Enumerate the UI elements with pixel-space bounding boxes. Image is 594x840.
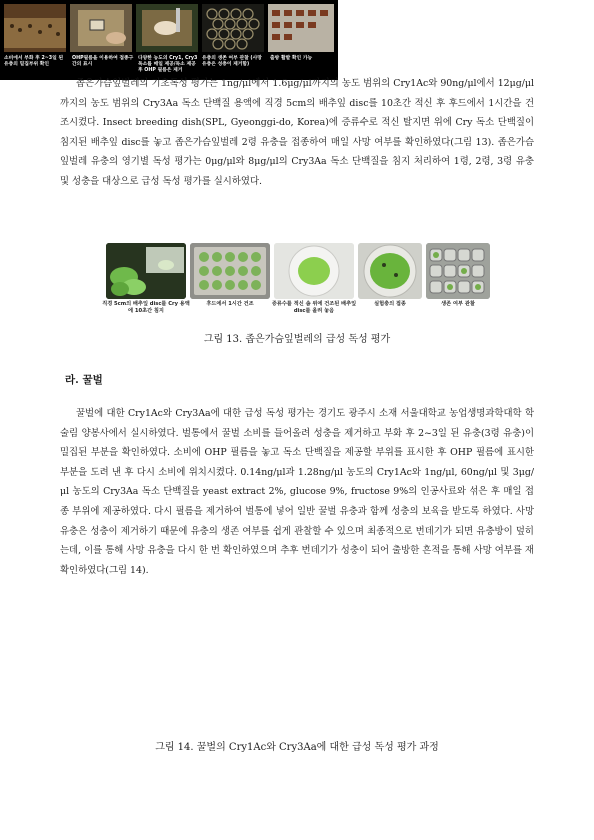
figure13-label-5: 생존 여부 관찰 (441, 301, 475, 307)
photo-drying-tray (190, 243, 270, 299)
figure14-label-5: 출방 활발 확인 가능 (270, 56, 313, 61)
figure13-label-1: 직경 5cm의 배추잎 disc를 Cry 용액에 10초간 침지 (102, 301, 190, 314)
figure14-label-4: 유충의 생존 여부 관찰 (사망 유충은 성충이 제거함) (202, 56, 262, 67)
figure14-label-3: 다양한 농도의 Cry1, Cry3 독소를 매일 제공/독소 제공 후 OHP 필름은 제거 (138, 56, 198, 73)
figure14-label-2: OHP필름을 이용하여 접종구간의 표시 (72, 56, 134, 67)
figure13-label-4: 실험충의 접종 (374, 301, 406, 307)
photo-comb-larvae (4, 4, 66, 52)
figure14-caption: 그림 14. 꿀벌의 Cry1Ac와 Cry3Aa에 대한 급성 독성 평가 과정 (155, 742, 439, 753)
photo-disc-on-cotton (274, 243, 354, 299)
paragraph-honeybee-method: 꿀벌에 대한 Cry1Ac와 Cry3Aa에 대한 급성 독성 평가는 경기도 광주시 소재 서울대학교 농업생명과학대학 학술림 양봉사에서 실시하였다. 벌통에서 꿀벌 소비를 들어올려 성충을 제거하고 부화 후 2~3일 된 유충(3령 유충)이 밀집된 부분을 확인하였다. 소비에 OHP 필름을 놓고 독소 단백질을 제공할 부위를 표시한 후 OHP 필름에 표시한 부분을 도려 낸 후 다시 소비에 위치시켰다. 0.14ng/μl과 1.28ng/μl 농도의 Cry1Ac와 1ng/μl, 60ng/μl 및 3μg/μl 농도의 Cry3Aa 독소 단백질을 yeast extract 2%, glucose 9%, fructose 9%의 인공사료와 섞은 후 매일 접종 부위에 제공하였다. 다시 필름을 제거하여 벌통에 넣어 일반 꿀벌 유충과 함께 성충의 보육을 받도록 하였다. 사망 유충은 성충이 제거하기 때문에 유충의 생존 여부를 쉽게 관찰할 수 있으며 최종적으로 번데기가 되면 유충방이 덮히는데, 이를 통해 사망 유충을 다시 한 번 확인하였으며 추후 번데기가 성충이 되어 출방한 흔적을 통해 사망 여부를 재확인하였다(그림 14). (60, 408, 534, 576)
photo-larva-inoculation (358, 243, 422, 299)
figure13-label-3: 증류수를 적신 솜 위에 건조된 배추잎 disc를 올려 놓음 (271, 301, 357, 314)
section-heading-honeybee: 라. 꿀벌 (65, 374, 103, 386)
figure-14 (0, 0, 338, 80)
figure13-caption: 그림 13. 좁은가슴잎벌레의 급성 독성 평가 (203, 334, 391, 345)
photo-ohp-film-marking (70, 4, 132, 52)
photo-toxin-feeding (136, 4, 198, 52)
paragraph-leaf-beetle-method: 좁은가슴잎벌레의 기초독성 평가는 1ng/μl에서 1.6μg/μl까지의 농도 범위의 Cry1Ac와 90ng/μl에서 12μg/μl까지의 농도 범위의 Cry3Aa 독소 단백질 용액에 직경 5cm의 배추잎 disc를 10초간 적신 후 후드에서 1시간을 건조시켰다. Insect breeding dish(SPL, Gyeonggi-do, Korea)에 증류수로 적신 탈지면 위에 Cry 독소 단백질이 침지된 배추잎 disc를 놓고 좁은가슴잎벌레 2령 유충을 접종하여 매일 사망 여부를 확인하였다(그림 13). 좁은가슴잎벌레 유충의 영기별 독성 평가는 0μg/μl와 8μg/μl의 Cry3Aa 독소 단백질을 침지 처리하여 1령, 2령, 3령 유충 및 성충을 대상으로 급성 독성 평가를 실시하였다. (60, 78, 534, 187)
figure13-label-2: 후드에서 1시간 건조 (206, 301, 254, 307)
figure-13 (102, 243, 490, 323)
photo-survival-observation (426, 243, 490, 299)
photo-larva-survival (202, 4, 264, 52)
photo-emergence-check (268, 4, 334, 52)
photo-cabbage-disc-dipping (106, 243, 186, 299)
figure14-label-1: 소비에서 부화 후 2~3일 된 유충의 밀집부위 확인 (4, 56, 64, 67)
